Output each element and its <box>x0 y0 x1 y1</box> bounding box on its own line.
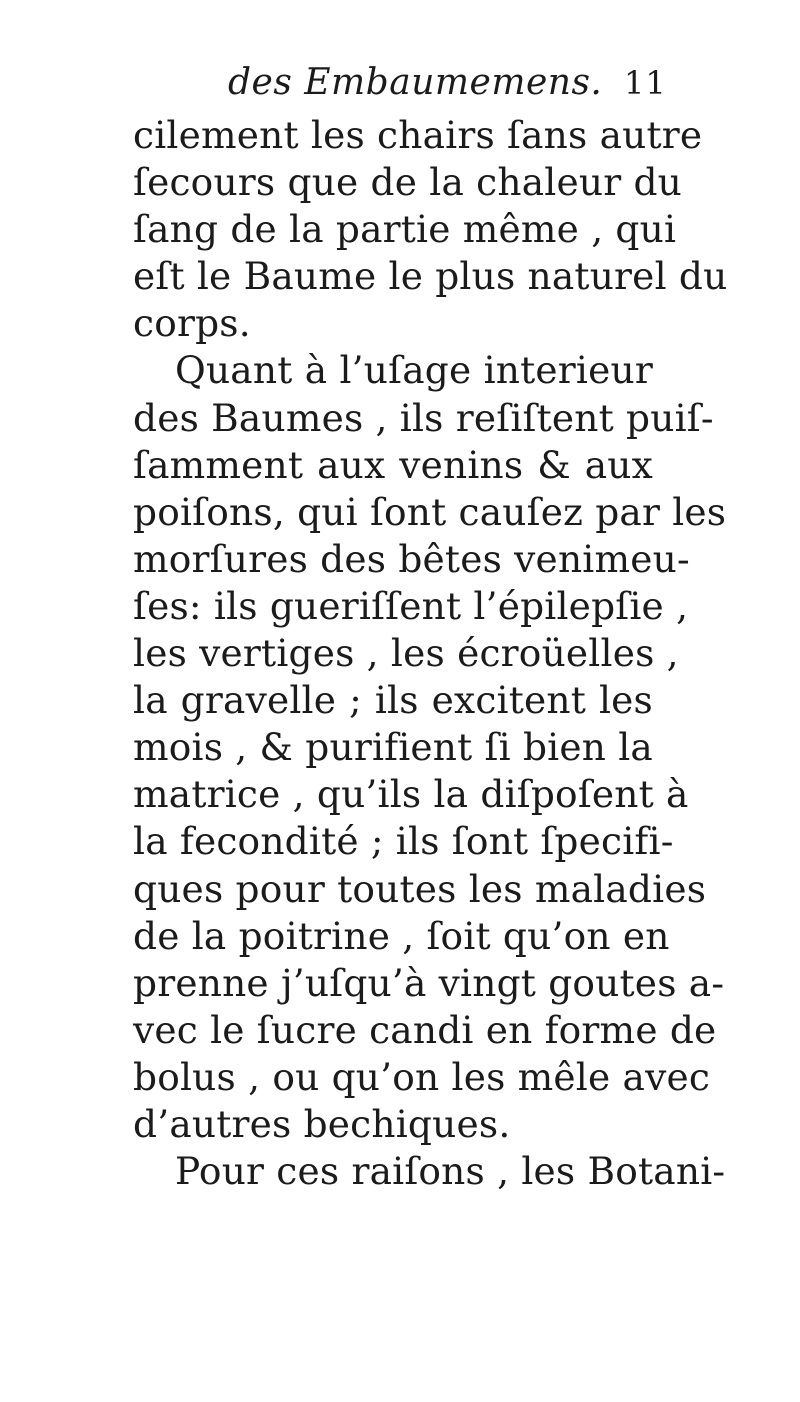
text-line: ſecours que de la chaleur du <box>133 160 683 205</box>
text-line: ſes: ils gueriſſent l’épilepſie , <box>133 583 689 628</box>
text-line: les vertiges , les écroüelles , <box>133 631 679 676</box>
text-line: prenne j’uſqu’à vingt goutes a- <box>133 960 725 1005</box>
text-line: ques pour toutes les maladies <box>133 866 707 911</box>
text-line: bolus , ou qu’on les mêle avec <box>133 1054 711 1099</box>
body-text <box>133 112 728 1195</box>
text-line: la fecondité ; ils ſont ſpecifi- <box>133 819 674 864</box>
text-line: vec le ſucre candi en forme de <box>133 1007 717 1052</box>
text-line: poiſons, qui ſont cauſez par les <box>133 489 727 534</box>
text-line: ſamment aux venins & aux <box>133 442 653 487</box>
page-number: 11 <box>624 64 667 102</box>
text-line: cilement les chairs ſans autre <box>133 113 703 157</box>
running-title: des Embaumemens. <box>228 62 603 103</box>
text-line: morſures des bêtes venimeu- <box>133 536 690 581</box>
text-line: Pour ces raiſons , les Botani- <box>175 1149 726 1194</box>
text-line: la gravelle ; ils excitent les <box>133 678 653 723</box>
text-line: des Baumes , ils reſiſtent puiſ- <box>133 395 714 440</box>
text-line: ſang de la partie même , qui <box>133 207 677 252</box>
text-line: corps. <box>133 301 251 346</box>
text-line: d’autres bechiques. <box>133 1101 511 1146</box>
text-line: matrice , qu’ils la diſpoſent à <box>133 772 689 817</box>
text-line: eſt le Baume le plus naturel du <box>133 254 728 299</box>
page-header <box>0 62 800 112</box>
text-line: de la poitrine , ſoit qu’on en <box>133 913 670 958</box>
text-line: mois , & purifient ſi bien la <box>133 725 653 770</box>
text-line: Quant à l’uſage interieur <box>175 348 653 393</box>
